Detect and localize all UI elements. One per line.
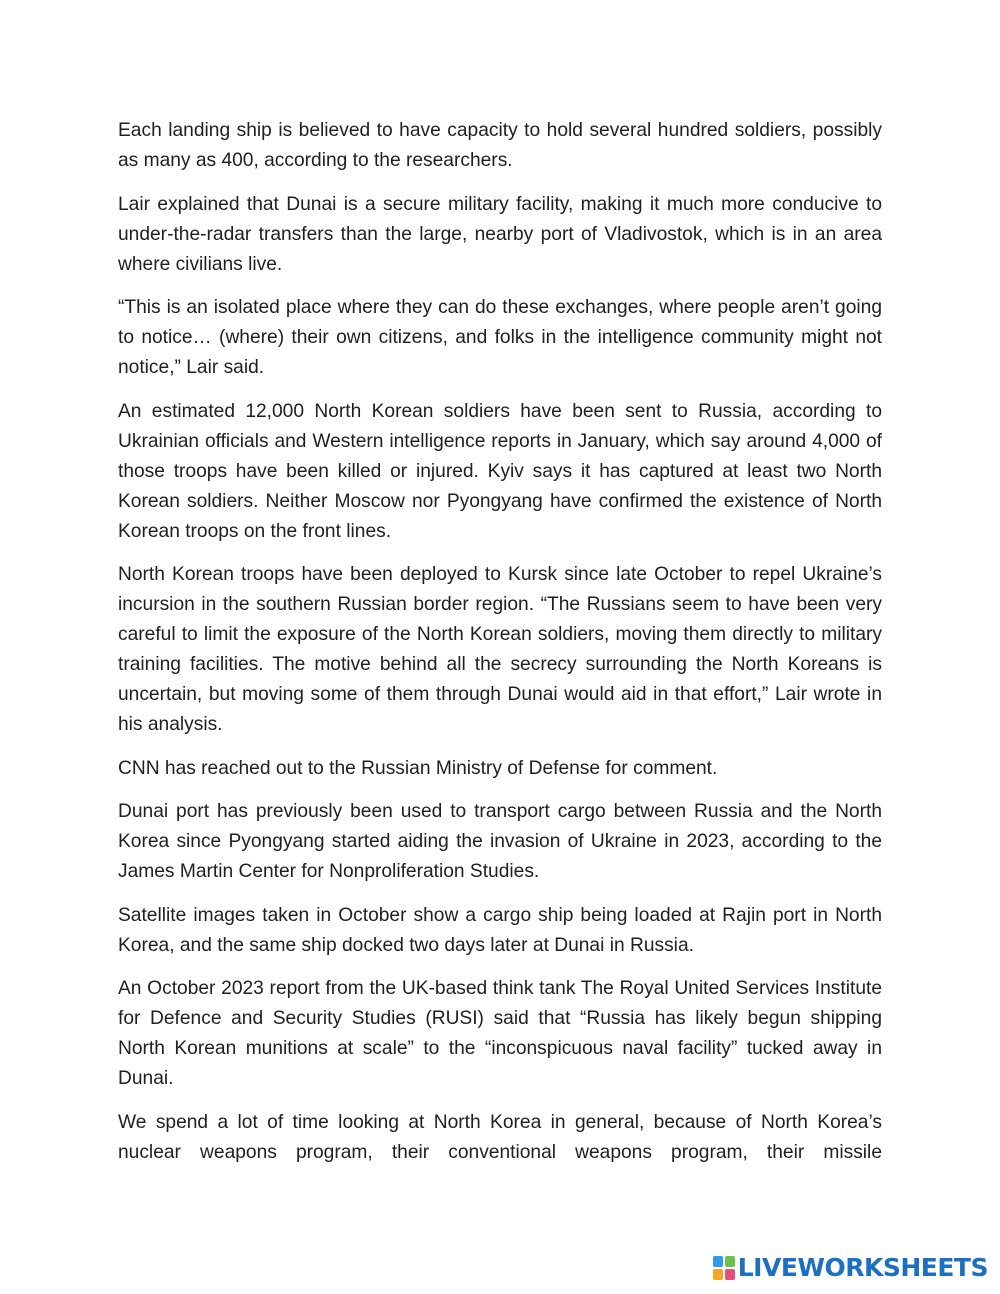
paragraph-7: Dunai port has previously been used to transport cargo between Russia and the North Korea since Pyongyang started aiding the invasion of Ukraine in 2023, according to the James Martin Center for Nonproliferation Studies.	[118, 801, 882, 882]
document-page	[118, 116, 882, 1181]
liveworksheets-logo-icon	[713, 1256, 735, 1280]
logo-square-1	[713, 1256, 723, 1267]
brand-name: LIVEWORKSHEETS	[737, 1253, 988, 1282]
paragraph-1: Each landing ship is believed to have capacity to hold several hundred soldiers, possibly as many as 400, according to the researchers.	[118, 120, 882, 171]
paragraph-4: An estimated 12,000 North Korean soldiers have been sent to Russia, according to Ukrainian officials and Western intelligence reports in January, which say around 4,000 of those troops have been killed or injured. Kyiv says it has captured at least two North Korean soldiers. Neither Moscow nor Pyongyang have confirmed the existence of North Korean troops on the front lines.	[118, 400, 882, 542]
paragraph-3: “This is an isolated place where they can do these exchanges, where people aren’t going to notice… (where) their own citizens, and folks in the intelligence community might not notice,” Lair said.	[118, 297, 882, 378]
logo-square-2	[725, 1256, 735, 1267]
paragraph-8: Satellite images taken in October show a cargo ship being loaded at Rajin port in North Korea, and the same ship docked two days later at Dunai in Russia.	[118, 904, 882, 956]
paragraph-5: North Korean troops have been deployed to Kursk since late October to repel Ukraine’s incursion in the southern Russian border region. “The Russians seem to have been very careful to limit the exposure of the North Korean soldiers, moving them directly to military training facilities. The motive behind all the secrecy surrounding the North Koreans is uncertain, but moving some of them through Dunai would aid in that effort,” Lair wrote in his analysis.	[118, 564, 882, 735]
paragraph-2: Lair explained that Dunai is a secure military facility, making it much more conducive to under-the-radar transfers than the large, nearby port of Vladivostok, which is in an area where civilians live.	[118, 193, 882, 275]
paragraph-10: We spend a lot of time looking at North Korea in general, because of North Korea’s nuclear weapons program, their conventional weapons program, their missile	[118, 1111, 882, 1163]
liveworksheets-brand[interactable]	[713, 1253, 988, 1283]
logo-square-3	[713, 1269, 723, 1280]
logo-square-4	[725, 1269, 735, 1280]
paragraph-6: CNN has reached out to the Russian Ministry of Defense for comment.	[118, 757, 718, 779]
paragraph-9: An October 2023 report from the UK-based think tank The Royal United Services Institute for Defence and Security Studies (RUSI) said that “Russia has likely begun shipping North Korean munitions at scale” to the “inconspicuous naval facility” tucked away in Dunai.	[118, 978, 882, 1089]
